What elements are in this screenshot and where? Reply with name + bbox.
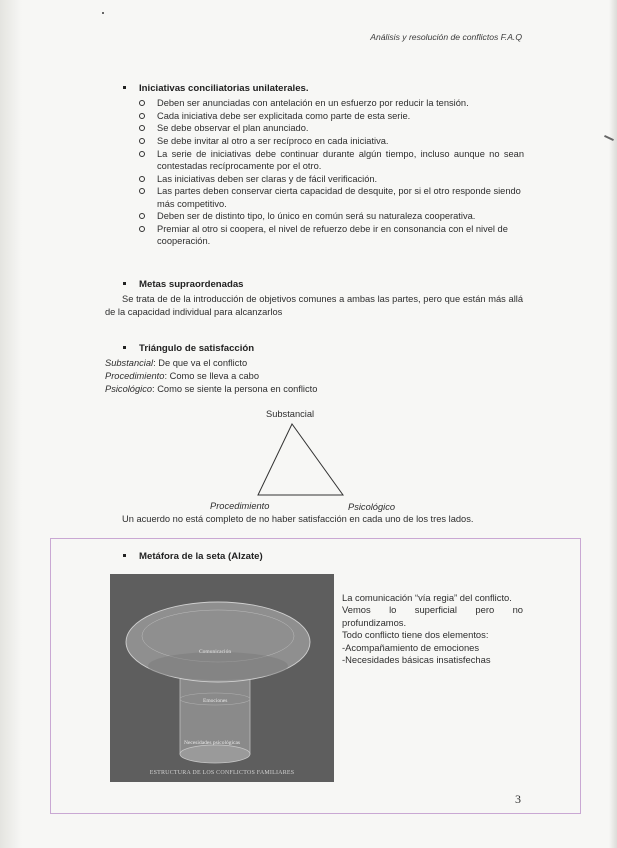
list-item: Se debe invitar al otro a ser recíproco en cada iniciativa. [139, 135, 524, 147]
triangle-label-top: Substancial [266, 409, 315, 419]
page-number: 3 [515, 792, 521, 806]
square-bullet-icon [123, 554, 126, 557]
triangle-conclusion: Un acuerdo no está completo de no haber satisfacción en cada uno de los tres lados. [122, 514, 474, 524]
mushroom-figure [110, 574, 334, 782]
circle-bullet-icon [139, 125, 145, 131]
list-item: Deben ser anunciadas con antelación en un esfuerzo por reducir la tensión. [139, 97, 524, 109]
definition-term: Substancial [105, 358, 154, 368]
page-edge-right [609, 0, 617, 848]
definition-line: Substancial: De que va el conflicto [105, 358, 248, 368]
section-title-seta [123, 551, 263, 562]
mushroom-drawing [110, 574, 334, 782]
document-header: Análisis y resolución de conflictos F.A.Q [370, 32, 522, 42]
section-title-text: Metáfora de la seta (Alzate) [139, 551, 263, 562]
seta-text-line: Todo conflicto tiene dos elementos: [342, 629, 489, 641]
list-item: Las iniciativas deben ser claras y de fácil verificación. [139, 173, 524, 185]
list-item: Se debe observar el plan anunciado. [139, 122, 524, 134]
seta-text-line: La comunicación “vía regia” del conflicto. [342, 592, 512, 603]
triangle-label-left: Procedimiento [210, 501, 270, 511]
scan-mark [102, 12, 104, 14]
circle-bullet-icon [139, 138, 145, 144]
list-item: Deben ser de distinto tipo, lo único en común será su naturaleza cooperativa. [139, 210, 524, 222]
figure-label-emociones: Emociones [203, 698, 228, 704]
section-title-iniciativas [123, 83, 309, 94]
seta-text-line: -Acompañamiento de emociones [342, 641, 480, 653]
section-title-triangulo [123, 343, 254, 354]
definition-line: Psicológico: Como se siente la persona en conflicto [105, 384, 318, 394]
section-title-metas [123, 279, 244, 290]
definition-line: Procedimiento: Como se lleva a cabo [105, 371, 260, 381]
list-item: Las partes deben conservar cierta capacidad de desquite, por si el otro responde siendo más competitivo. [139, 185, 524, 210]
initiatives-list [139, 97, 524, 248]
section-title-text: Iniciativas conciliatorias unilaterales. [139, 83, 309, 94]
satisfaction-triangle [250, 418, 350, 500]
page-edge-left [0, 0, 22, 848]
circle-bullet-icon [139, 176, 145, 182]
circle-bullet-icon [139, 151, 145, 157]
figure-label-comunicacion: Comunicación [199, 649, 232, 655]
definition-term: Psicológico [105, 384, 153, 394]
triangle-label-right: Psicológico [348, 502, 396, 512]
circle-bullet-icon [139, 188, 145, 194]
list-item: La serie de iniciativas debe continuar durante algún tiempo, incluso aunque no sean contestadas recíprocamente por el otro. [139, 148, 524, 173]
section-title-text: Metas supraordenadas [139, 279, 244, 290]
square-bullet-icon [123, 86, 126, 89]
seta-description [342, 592, 523, 666]
circle-bullet-icon [139, 213, 145, 219]
square-bullet-icon [123, 282, 126, 285]
figure-caption: ESTRUCTURA DE LOS CONFLICTOS FAMILIARES [149, 770, 295, 776]
definition-term: Procedimiento [105, 371, 165, 381]
metas-paragraph: Se trata de de la introducción de objetivos comunes a ambas las partes, pero que están más allá de la capacidad individual para alcanzarlos [105, 294, 523, 317]
figure-label-necesidades: Necesidades psicológicas [184, 740, 241, 746]
circle-bullet-icon [139, 226, 145, 232]
list-item: Premiar al otro si coopera, el nivel de refuerzo debe ir en consonancia con el nivel de cooperación. [139, 223, 524, 248]
seta-text-line: Vemos lo superficial pero no profundizamos. [342, 604, 523, 628]
list-item: Cada iniciativa debe ser explicitada como parte de esta serie. [139, 110, 524, 122]
seta-text-line: -Necesidades básicas insatisfechas [342, 654, 491, 666]
square-bullet-icon [123, 346, 126, 349]
triangle-shape [258, 424, 343, 495]
section-title-text: Triángulo de satisfacción [139, 343, 255, 354]
circle-bullet-icon [139, 100, 145, 106]
circle-bullet-icon [139, 113, 145, 119]
